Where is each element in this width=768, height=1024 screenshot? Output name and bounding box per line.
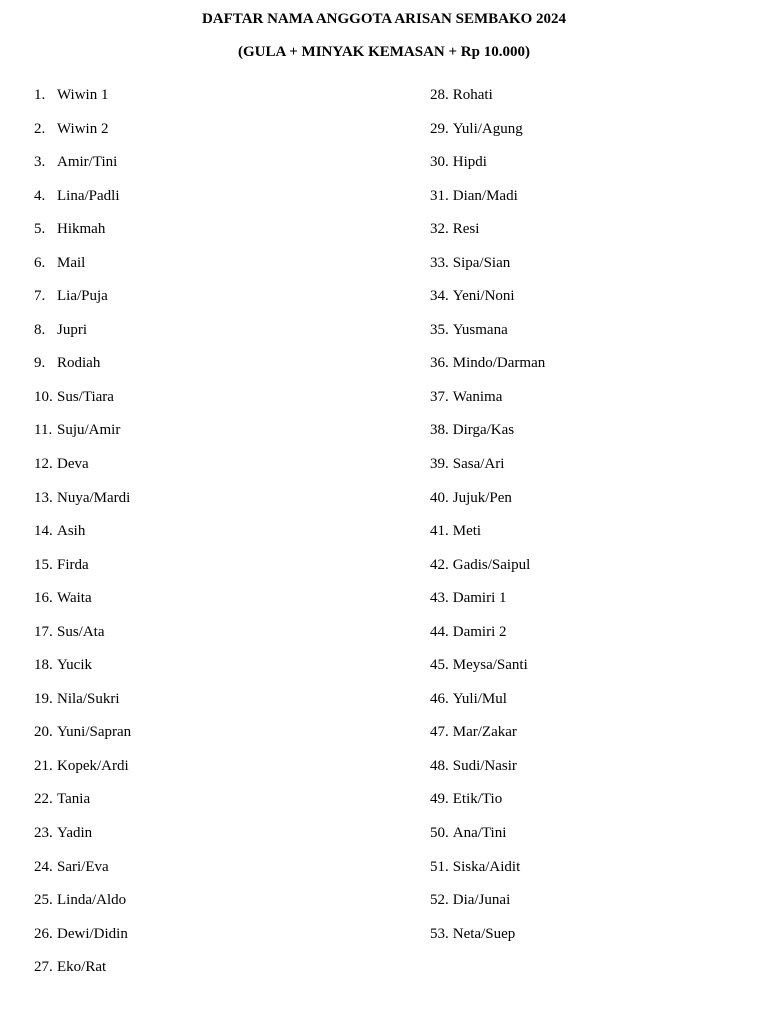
member-name: Sus/Tiara [57,388,114,405]
member-number: 23. [34,825,53,842]
member-name: Meti [452,523,482,540]
list-item [34,455,394,489]
member-name: Dian/Madi [452,187,518,204]
member-number: 37. [430,388,449,405]
member-number: 29. [430,120,449,137]
list-item [34,421,394,455]
list-item [34,623,394,657]
list-item [34,120,394,154]
member-name: Hipdi [452,154,487,171]
member-name: Waita [57,590,92,607]
member-number: 25. [34,892,53,909]
member-name: Kopek/Ardi [57,757,129,774]
member-number: 51. [430,858,449,875]
member-name: Yeni/Noni [452,288,515,305]
member-name: Yuli/Agung [452,120,523,137]
document-subtitle: (GULA + MINYAK KEMASAN + Rp 10.000) [238,44,530,60]
member-number: 52. [430,892,449,909]
list-item [430,623,750,657]
member-name: Sasa/Ari [452,456,505,473]
member-name: Resi [452,221,480,238]
member-number: 18. [34,657,53,674]
member-number: 27. [34,959,53,976]
list-item [34,891,394,925]
member-name: Deva [57,456,89,473]
list-item [34,522,394,556]
member-name: Tania [57,791,91,808]
member-number: 34. [430,288,449,305]
list-item [34,824,394,858]
member-name: Etik/Tio [452,791,503,808]
list-item [430,522,750,556]
list-item [430,824,750,858]
member-name: Nila/Sukri [57,690,120,707]
list-item [430,254,750,288]
member-name: Wiwin 2 [57,120,109,137]
member-name: Lia/Puja [57,288,108,305]
member-name: Dirga/Kas [452,422,515,439]
member-name: Jujuk/Pen [452,489,512,506]
member-number: 6. [34,254,46,271]
list-item [430,455,750,489]
member-name: Wanima [452,388,503,405]
member-number: 15. [34,556,53,573]
list-item [430,354,750,388]
member-number: 42. [430,556,449,573]
member-number: 47. [430,724,449,741]
member-name: Yuni/Sapran [57,724,132,741]
member-number: 48. [430,757,449,774]
member-list-right [430,86,750,958]
list-item [430,858,750,892]
member-number: 36. [430,355,449,372]
member-number: 32. [430,221,449,238]
member-number: 24. [34,858,53,875]
member-number: 50. [430,825,449,842]
member-name: Rohati [452,87,493,103]
member-name: Sus/Ata [57,623,105,640]
member-number: 49. [430,791,449,808]
member-name: Mail [57,254,86,271]
list-item [430,757,750,791]
list-item [34,858,394,892]
member-number: 20. [34,724,53,741]
member-number: 43. [430,590,449,607]
member-number: 39. [430,456,449,473]
member-number: 38. [430,422,449,439]
member-name: Sari/Eva [57,858,109,875]
list-item [430,790,750,824]
member-name: Asih [57,523,86,540]
list-item [430,656,750,690]
member-number: 8. [34,321,46,338]
member-number: 53. [430,925,449,942]
list-item [430,321,750,355]
member-number: 21. [34,757,53,774]
member-number: 13. [34,489,53,506]
member-number: 41. [430,523,449,540]
member-name: Firda [57,556,89,573]
member-number: 14. [34,523,53,540]
list-item [34,220,394,254]
list-item [430,723,750,757]
member-number: 12. [34,456,53,473]
list-item [430,187,750,221]
member-number: 16. [34,590,53,607]
member-name: Yuli/Mul [452,690,507,707]
list-item [430,86,750,120]
list-item [430,220,750,254]
member-number: 44. [430,623,449,640]
list-item [34,958,394,992]
member-name: Gadis/Saipul [452,556,531,573]
list-item [34,790,394,824]
list-item [34,556,394,590]
member-number: 26. [34,925,53,942]
member-number: 9. [34,355,46,372]
document-title: DAFTAR NAMA ANGGOTA ARISAN SEMBAKO 2024 [201,11,567,27]
member-number: 45. [430,657,449,674]
list-item [430,287,750,321]
member-name: Siska/Aidit [452,858,521,875]
member-name: Damiri 2 [452,623,507,640]
member-number: 7. [34,288,46,305]
list-item [34,589,394,623]
member-name: Linda/Aldo [57,892,127,909]
member-name: Mar/Zakar [452,724,517,741]
member-name: Dewi/Didin [57,925,128,942]
member-number: 30. [430,154,449,171]
member-name: Dia/Junai [452,892,511,909]
member-number: 40. [430,489,449,506]
list-item [430,120,750,154]
list-item [430,421,750,455]
list-item [34,321,394,355]
member-number: 22. [34,791,53,808]
member-number: 10. [34,388,53,405]
member-number: 19. [34,690,53,707]
member-name: Meysa/Santi [452,657,528,674]
member-number: 46. [430,690,449,707]
list-item [430,489,750,523]
member-name: Jupri [57,321,87,338]
member-number: 2. [34,120,46,137]
list-item [34,723,394,757]
list-item [34,388,394,422]
member-name: Nuya/Mardi [57,489,131,506]
member-name: Suju/Amir [57,422,121,439]
member-name: Mindo/Darman [452,355,546,372]
list-item [34,656,394,690]
list-item [34,287,394,321]
member-name: Ana/Tini [452,825,507,842]
member-number: 17. [34,623,53,640]
list-item [34,690,394,724]
member-name: Sipa/Sian [452,254,511,271]
list-item [34,489,394,523]
list-item [34,925,394,959]
member-number: 4. [34,187,46,204]
member-number: 31. [430,187,449,204]
member-number: 11. [34,422,53,439]
list-item [34,354,394,388]
member-number: 1. [34,87,46,103]
list-item [34,254,394,288]
member-name: Sudi/Nasir [452,757,517,774]
list-item [34,86,394,120]
member-name: Wiwin 1 [57,87,109,103]
member-name: Yucik [57,657,92,674]
member-number: 28. [430,87,449,103]
list-item [430,388,750,422]
member-name: Eko/Rat [57,959,107,976]
list-item [430,690,750,724]
list-item [430,589,750,623]
list-item [34,187,394,221]
member-name: Lina/Padli [57,187,120,204]
member-name: Yadin [57,825,93,842]
member-number: 35. [430,321,449,338]
member-name: Hikmah [57,221,106,238]
member-name: Rodiah [57,355,101,372]
member-list-left [34,86,394,992]
member-number: 5. [34,221,46,238]
member-name: Damiri 1 [452,590,507,607]
member-name: Yusmana [452,321,508,338]
list-item [430,556,750,590]
list-item [430,891,750,925]
member-name: Amir/Tini [57,154,118,171]
member-name: Neta/Suep [452,925,516,942]
list-item [430,925,750,959]
list-item [430,153,750,187]
list-item [34,153,394,187]
member-number: 3. [34,154,46,171]
member-number: 33. [430,254,449,271]
list-item [34,757,394,791]
